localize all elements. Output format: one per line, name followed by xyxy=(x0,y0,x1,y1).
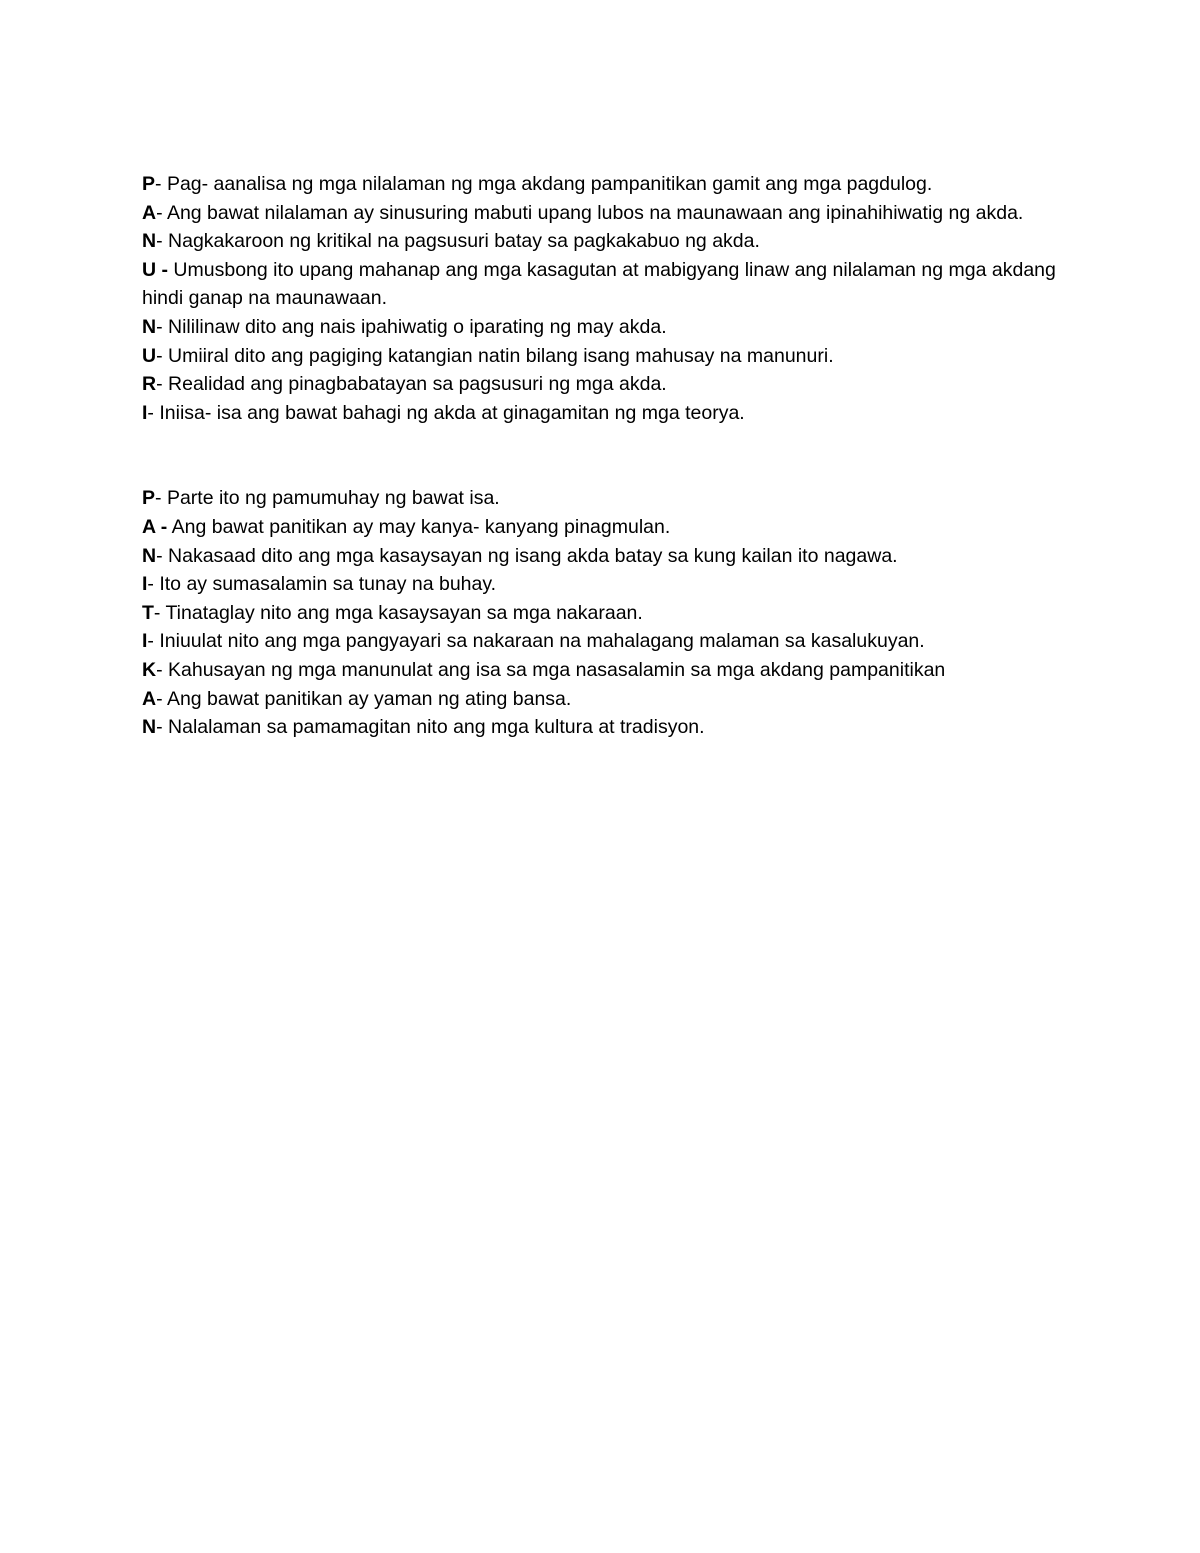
list-item xyxy=(142,370,1072,399)
item-text: Ang bawat panitikan ay may kanya- kanyang pinagmulan. xyxy=(171,515,671,538)
item-text: Tinataglay nito ang mga kasaysayan sa mga nakaraan. xyxy=(165,601,643,624)
list-item xyxy=(142,542,1072,571)
list-item xyxy=(142,484,1072,513)
separator: - xyxy=(153,601,166,624)
separator: - xyxy=(156,373,169,396)
acrostic-letter: U - xyxy=(142,258,168,281)
separator: - xyxy=(147,401,160,424)
separator: - xyxy=(156,344,169,367)
acrostic-letter: T xyxy=(142,601,154,624)
separator: - xyxy=(156,230,169,253)
item-text: Umiiral dito ang pagiging katangian natin bilang isang mahusay na manunuri. xyxy=(168,344,834,367)
item-text: Nagkakaroon ng kritikal na pagsusuri batay sa pagkakabuo ng akda. xyxy=(168,230,760,253)
acrostic-letter: N xyxy=(142,716,157,739)
acrostic-letter: I xyxy=(142,401,148,424)
item-text: Parte ito ng pamumuhay ng bawat isa. xyxy=(166,487,500,510)
acrostic-letter: A - xyxy=(142,515,168,538)
list-item xyxy=(142,513,1072,542)
list-item xyxy=(142,399,1072,428)
list-item xyxy=(142,627,1072,656)
list-item xyxy=(142,656,1072,685)
item-text: Pag- aanalisa ng mga nilalaman ng mga akdang pampanitikan gamit ang mga pagdulog. xyxy=(166,173,933,195)
acrostic-letter: U xyxy=(142,344,157,367)
acrostic-letter: P xyxy=(142,487,156,510)
item-text: Iniisa- isa ang bawat bahagi ng akda at ginagamitan ng mga teorya. xyxy=(159,401,745,424)
list-item xyxy=(142,256,1072,313)
list-item xyxy=(142,713,1072,742)
item-text: Kahusayan ng mga manunulat ang isa sa mga nasasalamin sa mga akdang pampanitikan xyxy=(168,658,946,681)
list-item xyxy=(142,685,1072,714)
item-text: Realidad ang pinagbabatayan sa pagsusuri ng mga akda. xyxy=(168,373,667,396)
separator: - xyxy=(156,687,167,710)
separator: - xyxy=(155,173,167,195)
document-body xyxy=(142,170,1072,742)
item-text: Iniuulat nito ang mga pangyayari sa nakaraan na mahalagang malaman sa kasalukuyan. xyxy=(159,630,925,653)
acrostic-letter: K xyxy=(142,658,157,681)
acrostic-letter: I xyxy=(142,573,148,596)
acrostic-letter: I xyxy=(142,630,148,653)
acrostic-letter: N xyxy=(142,230,157,253)
acrostic-letter: N xyxy=(142,544,157,567)
separator: - xyxy=(156,658,169,681)
acrostic-section-1 xyxy=(142,170,1072,427)
list-item xyxy=(142,227,1072,256)
acrostic-letter: N xyxy=(142,315,157,338)
acrostic-letter: R xyxy=(142,373,157,396)
item-text: Ito ay sumasalamin sa tunay na buhay. xyxy=(159,573,497,596)
item-text: Nakasaad dito ang mga kasaysayan ng isang akda batay sa kung kailan ito nagawa. xyxy=(168,544,898,567)
list-item xyxy=(142,170,1072,199)
separator: - xyxy=(147,573,160,596)
item-text: Ang bawat nilalaman ay sinusuring mabuti upang lubos na maunawaan ang ipinahihiwatig ng akda. xyxy=(166,201,1024,224)
separator: - xyxy=(156,201,167,224)
separator: - xyxy=(155,487,167,510)
list-item xyxy=(142,599,1072,628)
separator: - xyxy=(156,716,169,739)
acrostic-letter: A xyxy=(142,201,157,224)
item-text: Umusbong ito upang mahanap ang mga kasagutan at mabigyang linaw ang nilalaman ng mga akdang hindi ganap na maunawaan. xyxy=(142,258,1056,310)
item-text: Nililinaw dito ang nais ipahiwatig o iparating ng may akda. xyxy=(168,315,667,338)
separator: - xyxy=(156,315,169,338)
acrostic-section-2 xyxy=(142,484,1072,741)
item-text: Ang bawat panitikan ay yaman ng ating bansa. xyxy=(166,687,572,710)
item-text: Nalalaman sa pamamagitan nito ang mga kultura at tradisyon. xyxy=(168,716,705,739)
list-item xyxy=(142,313,1072,342)
list-item xyxy=(142,199,1072,228)
list-item xyxy=(142,570,1072,599)
separator: - xyxy=(147,630,160,653)
list-item xyxy=(142,342,1072,371)
acrostic-letter: P xyxy=(142,173,156,195)
acrostic-letter: A xyxy=(142,687,157,710)
separator: - xyxy=(156,544,169,567)
